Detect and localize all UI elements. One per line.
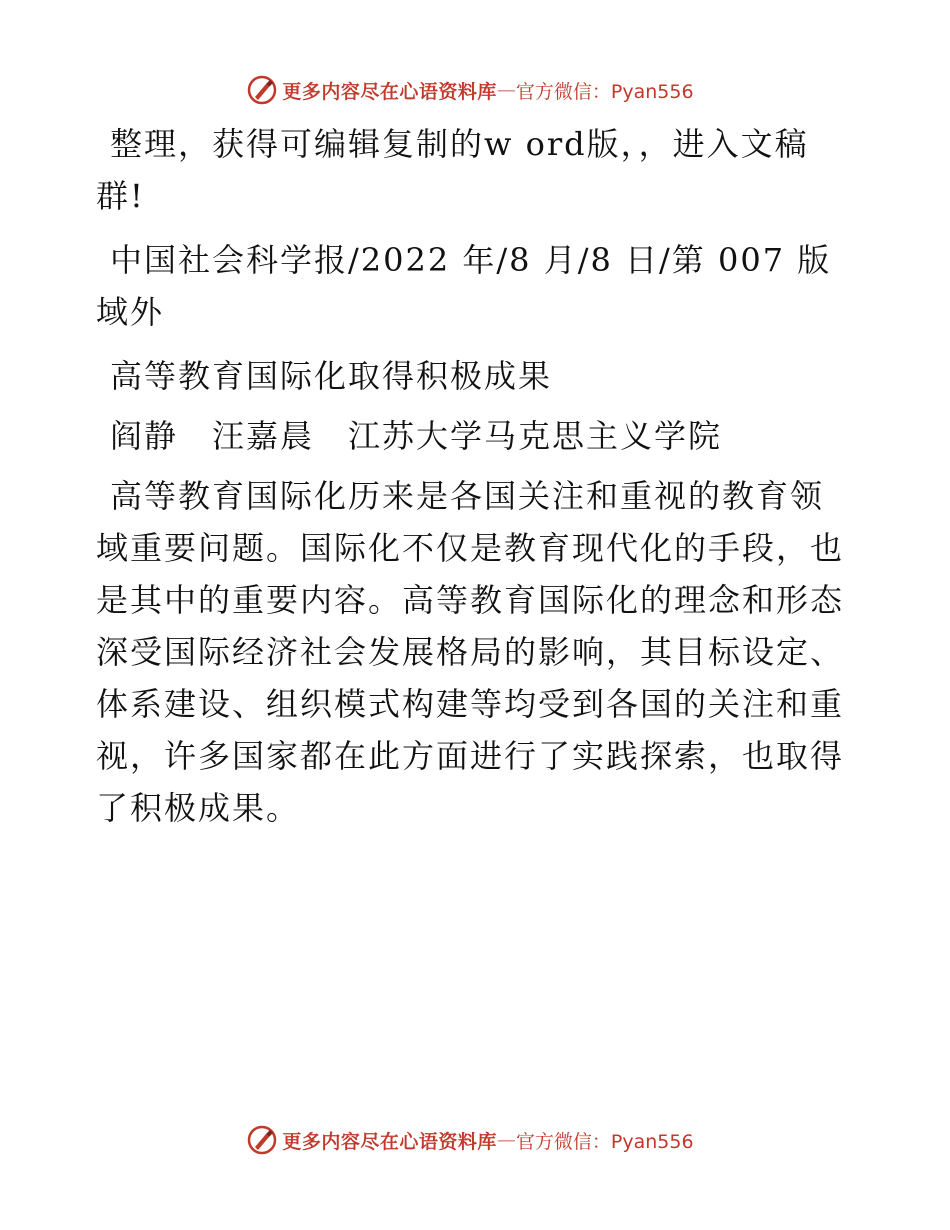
source-line: 中国社会科学报/2022 年/8 月/8 日/第 007 版域外 xyxy=(96,241,832,331)
article-body: 高等教育国际化历来是各国关注和重视的教育领域重要问题。国际化不仅是教育现代化的手段，也是其中的重要内容。高等教育国际化的理念和形态深受国际经济社会发展格局的影响，其目标设定、体系建设、组织模式构建等均受到各国的关注和重视，许多国家都在此方面进行了实践探索，也取得了积极成果。 xyxy=(96,477,845,827)
header-separator: — xyxy=(496,79,516,101)
header-wechat: 官方微信：Pyan556 xyxy=(515,80,694,103)
footer-separator: — xyxy=(496,1129,516,1151)
pen-circle-icon xyxy=(246,74,278,106)
footer-wechat: 官方微信：Pyan556 xyxy=(515,1130,694,1153)
document-content xyxy=(96,118,856,846)
article-title: 高等教育国际化取得积极成果 xyxy=(110,357,553,395)
article-authors: 阎静 汪嘉晨 江苏大学马克思主义学院 xyxy=(110,417,723,455)
header-banner xyxy=(0,70,950,110)
pen-circle-icon xyxy=(246,1124,278,1156)
header-brand: 更多内容尽在心语资料库 xyxy=(282,80,497,103)
intro-text: 整理，获得可编辑复制的w ord版，，进入文稿群! xyxy=(96,125,809,215)
footer-brand: 更多内容尽在心语资料库 xyxy=(282,1130,497,1153)
footer-banner xyxy=(0,1120,950,1160)
